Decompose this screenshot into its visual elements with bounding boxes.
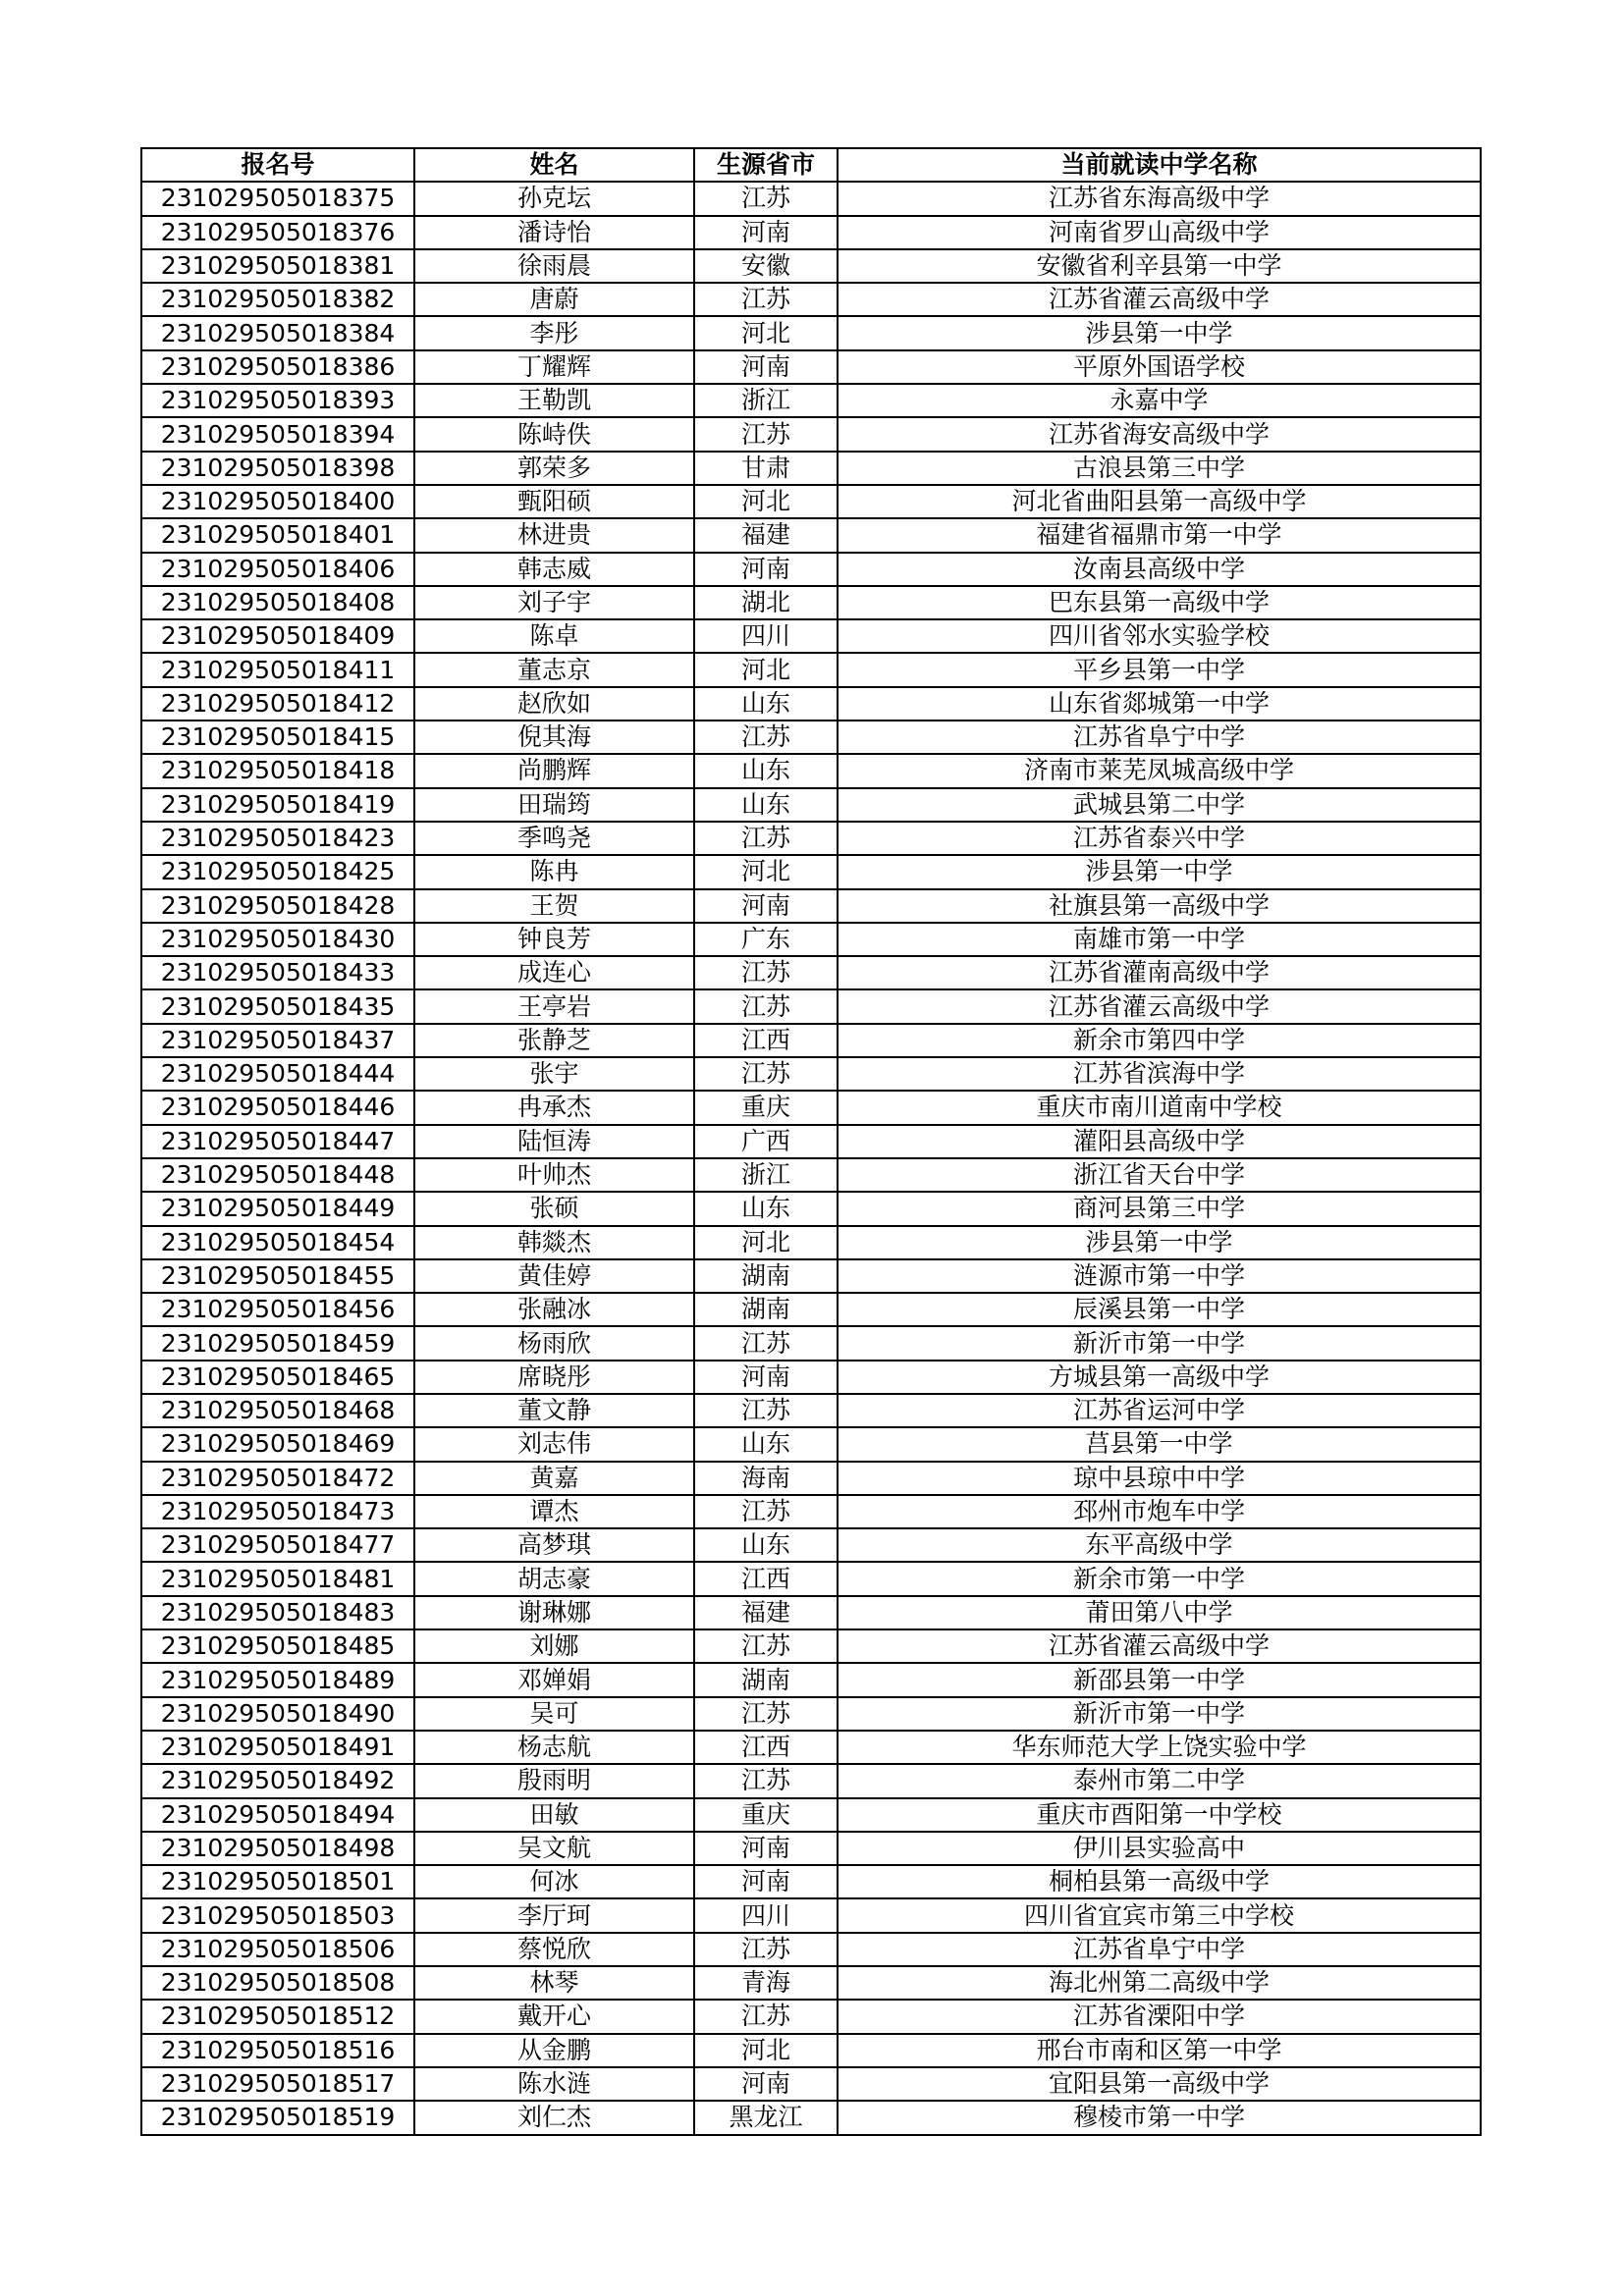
cell-school: 江苏省滨海中学 xyxy=(838,1057,1481,1091)
cell-province: 福建 xyxy=(694,1596,838,1629)
cell-province: 河北 xyxy=(694,485,838,518)
table-row xyxy=(141,1966,1481,2000)
table-row xyxy=(141,1832,1481,1865)
table-row xyxy=(141,855,1481,888)
cell-registration-number: 231029505018437 xyxy=(141,1024,414,1057)
table-row xyxy=(141,216,1481,249)
cell-province: 江苏 xyxy=(694,956,838,989)
cell-registration-number: 231029505018406 xyxy=(141,553,414,586)
table-row xyxy=(141,1697,1481,1731)
cell-school: 江苏省溧阳中学 xyxy=(838,2000,1481,2033)
cell-school: 宜阳县第一高级中学 xyxy=(838,2067,1481,2101)
table-row xyxy=(141,1192,1481,1225)
cell-province: 江苏 xyxy=(694,1057,838,1091)
table-row xyxy=(141,1158,1481,1192)
cell-name: 李厅珂 xyxy=(414,1898,694,1932)
cell-name: 刘志伟 xyxy=(414,1427,694,1461)
cell-province: 湖北 xyxy=(694,586,838,619)
cell-name: 林进贵 xyxy=(414,518,694,552)
cell-name: 从金鹏 xyxy=(414,2034,694,2067)
table-row xyxy=(141,1057,1481,1091)
table-body xyxy=(141,182,1481,2134)
cell-school: 泰州市第二中学 xyxy=(838,1764,1481,1797)
cell-province: 河南 xyxy=(694,350,838,384)
cell-school: 四川省邻水实验学校 xyxy=(838,619,1481,653)
table-row xyxy=(141,182,1481,215)
table-row xyxy=(141,553,1481,586)
cell-province: 江苏 xyxy=(694,182,838,215)
cell-province: 江苏 xyxy=(694,1629,838,1663)
table-row xyxy=(141,1293,1481,1326)
cell-province: 江苏 xyxy=(694,1326,838,1360)
table-row xyxy=(141,1226,1481,1259)
cell-province: 河北 xyxy=(694,653,838,686)
cell-school: 海北州第二高级中学 xyxy=(838,1966,1481,2000)
cell-registration-number: 231029505018435 xyxy=(141,989,414,1023)
table-row xyxy=(141,1596,1481,1629)
cell-province: 河南 xyxy=(694,553,838,586)
cell-name: 吴可 xyxy=(414,1697,694,1731)
cell-province: 四川 xyxy=(694,1898,838,1932)
table-row xyxy=(141,518,1481,552)
cell-school: 桐柏县第一高级中学 xyxy=(838,1865,1481,1898)
table-row xyxy=(141,1427,1481,1461)
cell-school: 河南省罗山高级中学 xyxy=(838,216,1481,249)
cell-registration-number: 231029505018412 xyxy=(141,687,414,721)
cell-province: 河南 xyxy=(694,1832,838,1865)
cell-registration-number: 231029505018498 xyxy=(141,1832,414,1865)
table-row xyxy=(141,1933,1481,1966)
cell-school: 江苏省灌南高级中学 xyxy=(838,956,1481,989)
cell-province: 广东 xyxy=(694,923,838,956)
cell-name: 蔡悦欣 xyxy=(414,1933,694,1966)
cell-school: 莒县第一中学 xyxy=(838,1427,1481,1461)
cell-school: 社旗县第一高级中学 xyxy=(838,889,1481,923)
cell-name: 杨志航 xyxy=(414,1731,694,1764)
cell-province: 湖南 xyxy=(694,1259,838,1293)
cell-school: 巴东县第一高级中学 xyxy=(838,586,1481,619)
cell-registration-number: 231029505018483 xyxy=(141,1596,414,1629)
cell-name: 高梦琪 xyxy=(414,1528,694,1562)
table-row xyxy=(141,2034,1481,2067)
cell-name: 黄嘉 xyxy=(414,1462,694,1495)
cell-province: 安徽 xyxy=(694,249,838,283)
cell-province: 江苏 xyxy=(694,283,838,316)
cell-registration-number: 231029505018430 xyxy=(141,923,414,956)
cell-name: 黄佳婷 xyxy=(414,1259,694,1293)
cell-registration-number: 231029505018401 xyxy=(141,518,414,552)
cell-registration-number: 231029505018425 xyxy=(141,855,414,888)
header-name: 姓名 xyxy=(414,148,694,182)
cell-school: 江苏省灌云高级中学 xyxy=(838,1629,1481,1663)
table-row xyxy=(141,1125,1481,1158)
cell-school: 四川省宜宾市第三中学校 xyxy=(838,1898,1481,1932)
table-row xyxy=(141,1091,1481,1124)
cell-registration-number: 231029505018455 xyxy=(141,1259,414,1293)
table-row xyxy=(141,485,1481,518)
table-row xyxy=(141,1663,1481,1696)
cell-school: 东平高级中学 xyxy=(838,1528,1481,1562)
cell-school: 新余市第一中学 xyxy=(838,1562,1481,1595)
cell-province: 山东 xyxy=(694,788,838,822)
cell-registration-number: 231029505018506 xyxy=(141,1933,414,1966)
cell-name: 陆恒涛 xyxy=(414,1125,694,1158)
cell-province: 广西 xyxy=(694,1125,838,1158)
cell-registration-number: 231029505018415 xyxy=(141,721,414,754)
table-row xyxy=(141,2101,1481,2134)
cell-province: 江苏 xyxy=(694,989,838,1023)
cell-province: 河北 xyxy=(694,2034,838,2067)
cell-province: 山东 xyxy=(694,687,838,721)
table-row xyxy=(141,1629,1481,1663)
cell-province: 河北 xyxy=(694,855,838,888)
cell-registration-number: 231029505018489 xyxy=(141,1663,414,1696)
cell-province: 江西 xyxy=(694,1731,838,1764)
cell-registration-number: 231029505018381 xyxy=(141,249,414,283)
cell-name: 唐蔚 xyxy=(414,283,694,316)
cell-registration-number: 231029505018408 xyxy=(141,586,414,619)
cell-province: 湖南 xyxy=(694,1663,838,1696)
cell-registration-number: 231029505018394 xyxy=(141,417,414,451)
cell-name: 王勒凯 xyxy=(414,384,694,417)
cell-registration-number: 231029505018508 xyxy=(141,1966,414,2000)
cell-school: 涉县第一中学 xyxy=(838,316,1481,349)
cell-name: 张静芝 xyxy=(414,1024,694,1057)
cell-name: 刘娜 xyxy=(414,1629,694,1663)
cell-school: 涟源市第一中学 xyxy=(838,1259,1481,1293)
table-row xyxy=(141,350,1481,384)
cell-school: 邳州市炮车中学 xyxy=(838,1495,1481,1528)
cell-registration-number: 231029505018473 xyxy=(141,1495,414,1528)
cell-registration-number: 231029505018400 xyxy=(141,485,414,518)
cell-school: 商河县第三中学 xyxy=(838,1192,1481,1225)
cell-name: 季鸣尧 xyxy=(414,822,694,855)
cell-province: 河北 xyxy=(694,1226,838,1259)
cell-school: 华东师范大学上饶实验中学 xyxy=(838,1731,1481,1764)
cell-name: 陈峙佚 xyxy=(414,417,694,451)
cell-name: 成连心 xyxy=(414,956,694,989)
cell-province: 重庆 xyxy=(694,1798,838,1832)
table-row xyxy=(141,1731,1481,1764)
cell-name: 钟良芳 xyxy=(414,923,694,956)
cell-name: 孙克坛 xyxy=(414,182,694,215)
cell-province: 青海 xyxy=(694,1966,838,2000)
table-row xyxy=(141,586,1481,619)
cell-school: 方城县第一高级中学 xyxy=(838,1361,1481,1394)
cell-name: 谭杰 xyxy=(414,1495,694,1528)
cell-school: 平原外国语学校 xyxy=(838,350,1481,384)
cell-province: 山东 xyxy=(694,1528,838,1562)
cell-province: 江苏 xyxy=(694,1697,838,1731)
cell-school: 涉县第一中学 xyxy=(838,1226,1481,1259)
student-roster-table xyxy=(140,147,1482,2136)
cell-name: 甄阳硕 xyxy=(414,485,694,518)
cell-registration-number: 231029505018375 xyxy=(141,182,414,215)
cell-registration-number: 231029505018472 xyxy=(141,1462,414,1495)
cell-registration-number: 231029505018446 xyxy=(141,1091,414,1124)
header-school: 当前就读中学名称 xyxy=(838,148,1481,182)
table-row xyxy=(141,721,1481,754)
cell-name: 何冰 xyxy=(414,1865,694,1898)
cell-province: 重庆 xyxy=(694,1091,838,1124)
cell-province: 山东 xyxy=(694,1192,838,1225)
cell-school: 江苏省阜宁中学 xyxy=(838,1933,1481,1966)
cell-name: 席晓彤 xyxy=(414,1361,694,1394)
cell-registration-number: 231029505018501 xyxy=(141,1865,414,1898)
cell-province: 河南 xyxy=(694,2067,838,2101)
cell-name: 韩志威 xyxy=(414,553,694,586)
table-row xyxy=(141,249,1481,283)
table-row xyxy=(141,788,1481,822)
cell-name: 殷雨明 xyxy=(414,1764,694,1797)
cell-registration-number: 231029505018444 xyxy=(141,1057,414,1091)
cell-registration-number: 231029505018494 xyxy=(141,1798,414,1832)
cell-registration-number: 231029505018419 xyxy=(141,788,414,822)
cell-province: 江苏 xyxy=(694,1495,838,1528)
cell-name: 胡志豪 xyxy=(414,1562,694,1595)
table-row xyxy=(141,687,1481,721)
header-registration-number: 报名号 xyxy=(141,148,414,182)
table-row xyxy=(141,384,1481,417)
cell-registration-number: 231029505018490 xyxy=(141,1697,414,1731)
table-row xyxy=(141,653,1481,686)
cell-registration-number: 231029505018481 xyxy=(141,1562,414,1595)
cell-registration-number: 231029505018512 xyxy=(141,2000,414,2033)
cell-province: 江苏 xyxy=(694,1764,838,1797)
cell-registration-number: 231029505018448 xyxy=(141,1158,414,1192)
cell-name: 冉承杰 xyxy=(414,1091,694,1124)
cell-registration-number: 231029505018447 xyxy=(141,1125,414,1158)
cell-school: 邢台市南和区第一中学 xyxy=(838,2034,1481,2067)
cell-school: 江苏省运河中学 xyxy=(838,1394,1481,1427)
table-row xyxy=(141,1865,1481,1898)
cell-registration-number: 231029505018517 xyxy=(141,2067,414,2101)
cell-school: 安徽省利辛县第一中学 xyxy=(838,249,1481,283)
cell-registration-number: 231029505018477 xyxy=(141,1528,414,1562)
cell-school: 江苏省阜宁中学 xyxy=(838,721,1481,754)
table-row xyxy=(141,956,1481,989)
table-row xyxy=(141,1259,1481,1293)
cell-name: 张宇 xyxy=(414,1057,694,1091)
cell-name: 王亭岩 xyxy=(414,989,694,1023)
cell-school: 江苏省东海高级中学 xyxy=(838,182,1481,215)
cell-name: 张硕 xyxy=(414,1192,694,1225)
cell-school: 莆田第八中学 xyxy=(838,1596,1481,1629)
cell-school: 重庆市南川道南中学校 xyxy=(838,1091,1481,1124)
cell-province: 浙江 xyxy=(694,1158,838,1192)
cell-school: 新沂市第一中学 xyxy=(838,1326,1481,1360)
cell-name: 杨雨欣 xyxy=(414,1326,694,1360)
cell-registration-number: 231029505018491 xyxy=(141,1731,414,1764)
cell-name: 张融冰 xyxy=(414,1293,694,1326)
table-row xyxy=(141,619,1481,653)
table-row xyxy=(141,822,1481,855)
cell-registration-number: 231029505018428 xyxy=(141,889,414,923)
cell-registration-number: 231029505018519 xyxy=(141,2101,414,2134)
cell-registration-number: 231029505018468 xyxy=(141,1394,414,1427)
cell-province: 江苏 xyxy=(694,1933,838,1966)
cell-registration-number: 231029505018418 xyxy=(141,754,414,787)
cell-school: 辰溪县第一中学 xyxy=(838,1293,1481,1326)
cell-province: 山东 xyxy=(694,754,838,787)
table-row xyxy=(141,316,1481,349)
table-row xyxy=(141,989,1481,1023)
cell-school: 福建省福鼎市第一中学 xyxy=(838,518,1481,552)
cell-name: 董志京 xyxy=(414,653,694,686)
cell-name: 倪其海 xyxy=(414,721,694,754)
table-row xyxy=(141,1462,1481,1495)
cell-name: 田敏 xyxy=(414,1798,694,1832)
cell-school: 江苏省海安高级中学 xyxy=(838,417,1481,451)
cell-province: 浙江 xyxy=(694,384,838,417)
cell-registration-number: 231029505018393 xyxy=(141,384,414,417)
cell-name: 尚鹏辉 xyxy=(414,754,694,787)
cell-name: 刘子宇 xyxy=(414,586,694,619)
cell-province: 河南 xyxy=(694,1865,838,1898)
cell-name: 董文静 xyxy=(414,1394,694,1427)
cell-registration-number: 231029505018485 xyxy=(141,1629,414,1663)
cell-registration-number: 231029505018492 xyxy=(141,1764,414,1797)
cell-name: 叶帅杰 xyxy=(414,1158,694,1192)
cell-province: 江西 xyxy=(694,1562,838,1595)
cell-name: 王贺 xyxy=(414,889,694,923)
cell-school: 山东省郯城第一中学 xyxy=(838,687,1481,721)
cell-province: 河南 xyxy=(694,889,838,923)
cell-name: 林琴 xyxy=(414,1966,694,2000)
cell-registration-number: 231029505018449 xyxy=(141,1192,414,1225)
table-row xyxy=(141,2067,1481,2101)
cell-registration-number: 231029505018376 xyxy=(141,216,414,249)
table-row xyxy=(141,1798,1481,1832)
cell-province: 江苏 xyxy=(694,417,838,451)
cell-school: 重庆市酉阳第一中学校 xyxy=(838,1798,1481,1832)
cell-name: 谢琳娜 xyxy=(414,1596,694,1629)
table-row xyxy=(141,1394,1481,1427)
cell-registration-number: 231029505018384 xyxy=(141,316,414,349)
table-row xyxy=(141,417,1481,451)
cell-registration-number: 231029505018411 xyxy=(141,653,414,686)
cell-registration-number: 231029505018516 xyxy=(141,2034,414,2067)
cell-registration-number: 231029505018459 xyxy=(141,1326,414,1360)
cell-province: 湖南 xyxy=(694,1293,838,1326)
cell-registration-number: 231029505018382 xyxy=(141,283,414,316)
cell-province: 江苏 xyxy=(694,721,838,754)
cell-name: 赵欣如 xyxy=(414,687,694,721)
cell-province: 山东 xyxy=(694,1427,838,1461)
cell-school: 新邵县第一中学 xyxy=(838,1663,1481,1696)
cell-registration-number: 231029505018469 xyxy=(141,1427,414,1461)
cell-school: 河北省曲阳县第一高级中学 xyxy=(838,485,1481,518)
cell-school: 涉县第一中学 xyxy=(838,855,1481,888)
cell-school: 琼中县琼中中学 xyxy=(838,1462,1481,1495)
table-row xyxy=(141,1024,1481,1057)
table-row xyxy=(141,1764,1481,1797)
cell-name: 韩燚杰 xyxy=(414,1226,694,1259)
cell-school: 伊川县实验高中 xyxy=(838,1832,1481,1865)
table-row xyxy=(141,1326,1481,1360)
cell-province: 四川 xyxy=(694,619,838,653)
cell-province: 江苏 xyxy=(694,2000,838,2033)
cell-province: 河南 xyxy=(694,216,838,249)
table-row xyxy=(141,452,1481,485)
table-row xyxy=(141,1562,1481,1595)
table-row xyxy=(141,1898,1481,1932)
cell-province: 江苏 xyxy=(694,1394,838,1427)
cell-name: 李彤 xyxy=(414,316,694,349)
cell-school: 穆棱市第一中学 xyxy=(838,2101,1481,2134)
cell-name: 陈卓 xyxy=(414,619,694,653)
cell-province: 江苏 xyxy=(694,822,838,855)
cell-province: 黑龙江 xyxy=(694,2101,838,2134)
table-header-row xyxy=(141,148,1481,182)
cell-registration-number: 231029505018465 xyxy=(141,1361,414,1394)
cell-registration-number: 231029505018456 xyxy=(141,1293,414,1326)
cell-province: 福建 xyxy=(694,518,838,552)
cell-registration-number: 231029505018423 xyxy=(141,822,414,855)
cell-school: 汝南县高级中学 xyxy=(838,553,1481,586)
cell-name: 丁耀辉 xyxy=(414,350,694,384)
cell-name: 刘仁杰 xyxy=(414,2101,694,2134)
table-row xyxy=(141,754,1481,787)
cell-school: 古浪县第三中学 xyxy=(838,452,1481,485)
cell-name: 陈冉 xyxy=(414,855,694,888)
cell-school: 平乡县第一中学 xyxy=(838,653,1481,686)
cell-school: 武城县第二中学 xyxy=(838,788,1481,822)
cell-province: 海南 xyxy=(694,1462,838,1495)
cell-registration-number: 231029505018433 xyxy=(141,956,414,989)
cell-name: 邓婵娟 xyxy=(414,1663,694,1696)
cell-registration-number: 231029505018454 xyxy=(141,1226,414,1259)
table-row xyxy=(141,283,1481,316)
cell-school: 江苏省灌云高级中学 xyxy=(838,989,1481,1023)
cell-school: 新沂市第一中学 xyxy=(838,1697,1481,1731)
cell-school: 南雄市第一中学 xyxy=(838,923,1481,956)
cell-school: 永嘉中学 xyxy=(838,384,1481,417)
cell-name: 潘诗怡 xyxy=(414,216,694,249)
cell-province: 甘肃 xyxy=(694,452,838,485)
cell-school: 江苏省泰兴中学 xyxy=(838,822,1481,855)
header-province: 生源省市 xyxy=(694,148,838,182)
cell-name: 戴开心 xyxy=(414,2000,694,2033)
table-row xyxy=(141,923,1481,956)
cell-province: 河北 xyxy=(694,316,838,349)
cell-province: 河南 xyxy=(694,1361,838,1394)
cell-name: 徐雨晨 xyxy=(414,249,694,283)
cell-school: 浙江省天台中学 xyxy=(838,1158,1481,1192)
table-row xyxy=(141,1528,1481,1562)
cell-registration-number: 231029505018503 xyxy=(141,1898,414,1932)
table-row xyxy=(141,889,1481,923)
table-row xyxy=(141,2000,1481,2033)
table-row xyxy=(141,1361,1481,1394)
cell-school: 济南市莱芜凤城高级中学 xyxy=(838,754,1481,787)
table-row xyxy=(141,1495,1481,1528)
cell-registration-number: 231029505018386 xyxy=(141,350,414,384)
cell-name: 吴文航 xyxy=(414,1832,694,1865)
cell-registration-number: 231029505018398 xyxy=(141,452,414,485)
cell-name: 郭荣多 xyxy=(414,452,694,485)
cell-school: 灌阳县高级中学 xyxy=(838,1125,1481,1158)
cell-school: 江苏省灌云高级中学 xyxy=(838,283,1481,316)
cell-school: 新余市第四中学 xyxy=(838,1024,1481,1057)
cell-name: 田瑞筠 xyxy=(414,788,694,822)
cell-name: 陈水涟 xyxy=(414,2067,694,2101)
cell-registration-number: 231029505018409 xyxy=(141,619,414,653)
cell-province: 江西 xyxy=(694,1024,838,1057)
